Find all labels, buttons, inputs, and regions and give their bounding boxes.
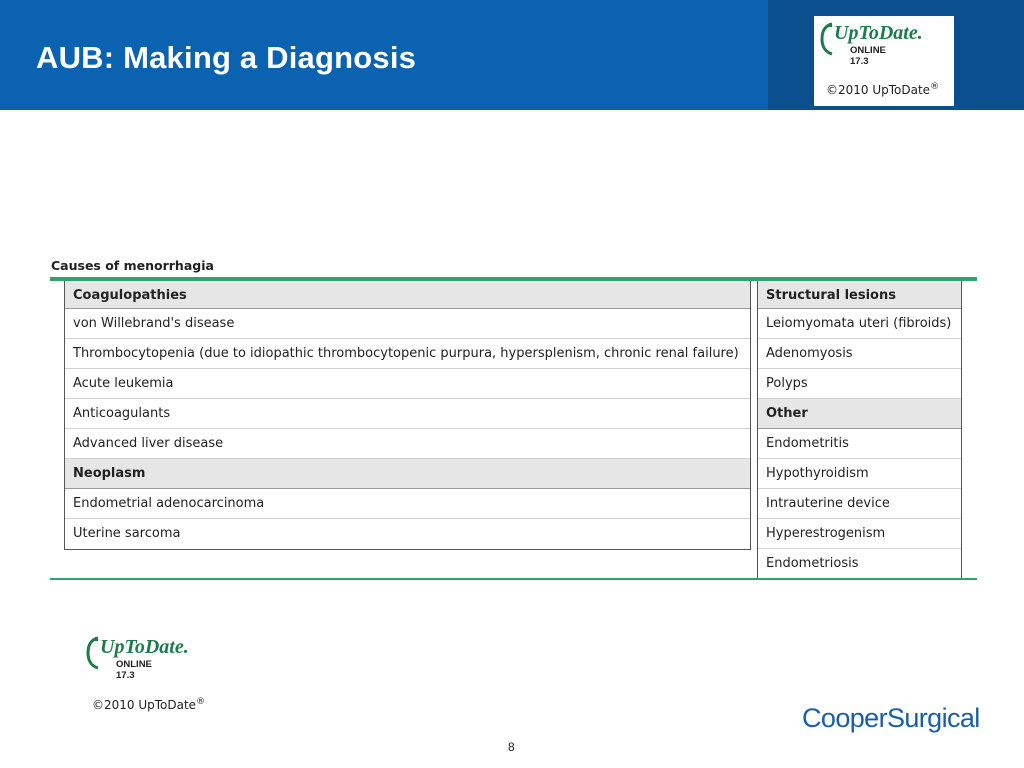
uptodate-edition: ONLINE 17.3 [850, 45, 886, 67]
table-row: Uterine sarcoma [73, 526, 181, 541]
table-row: Polyps [758, 369, 961, 399]
other-header: Other [758, 399, 961, 429]
table-row: Endometriosis [766, 556, 859, 571]
table-bottom-rule [50, 578, 977, 580]
right-table [757, 281, 962, 580]
table-row: Leiomyomata uteri (fibroids) [758, 309, 961, 339]
header-copyright-text: ©2010 UpToDate [826, 83, 931, 97]
page-number: 8 [508, 740, 515, 754]
table-row: Hyperestrogenism [758, 519, 961, 549]
table-row: Acute leukemia [65, 369, 750, 399]
structural-lesions-header: Structural lesions [758, 281, 961, 309]
table-row: Intrauterine device [758, 489, 961, 519]
uptodate-wordmark: UpToDate. [100, 636, 189, 658]
header-copyright [826, 82, 939, 97]
table-row: Advanced liver disease [65, 429, 750, 459]
coopersurgical-logo [802, 701, 992, 733]
uptodate-wordmark: UpToDate. [834, 22, 923, 44]
coopersurgical-wordmark: CooperSurgical [802, 703, 980, 733]
table-row: Hypothyroidism [758, 459, 961, 489]
table-row: Anticoagulants [65, 399, 750, 429]
footer-registered-mark: ® [196, 697, 206, 707]
table-title: Causes of menorrhagia [51, 258, 214, 273]
table-row: Adenomyosis [758, 339, 961, 369]
uptodate-edition: ONLINE 17.3 [116, 659, 152, 681]
table-row: Endometrial adenocarcinoma [65, 489, 750, 519]
footer-copyright-text: ©2010 UpToDate [92, 698, 197, 712]
neoplasm-header: Neoplasm [65, 459, 750, 489]
table-row: von Willebrand's disease [65, 309, 750, 339]
header-logo-box [814, 16, 954, 106]
uptodate-mark-icon [820, 22, 834, 56]
table-row: Thrombocytopenia (due to idiopathic thrombocytopenic purpura, hypersplenism, chronic renal failure) [65, 339, 750, 369]
table-row: Endometritis [758, 429, 961, 459]
header-registered-mark: ® [930, 82, 940, 92]
uptodate-mark-icon [86, 636, 100, 670]
coagulopathies-header: Coagulopathies [65, 281, 750, 309]
slide-title: AUB: Making a Diagnosis [36, 40, 417, 75]
left-table [64, 281, 751, 550]
footer-copyright [92, 697, 205, 712]
